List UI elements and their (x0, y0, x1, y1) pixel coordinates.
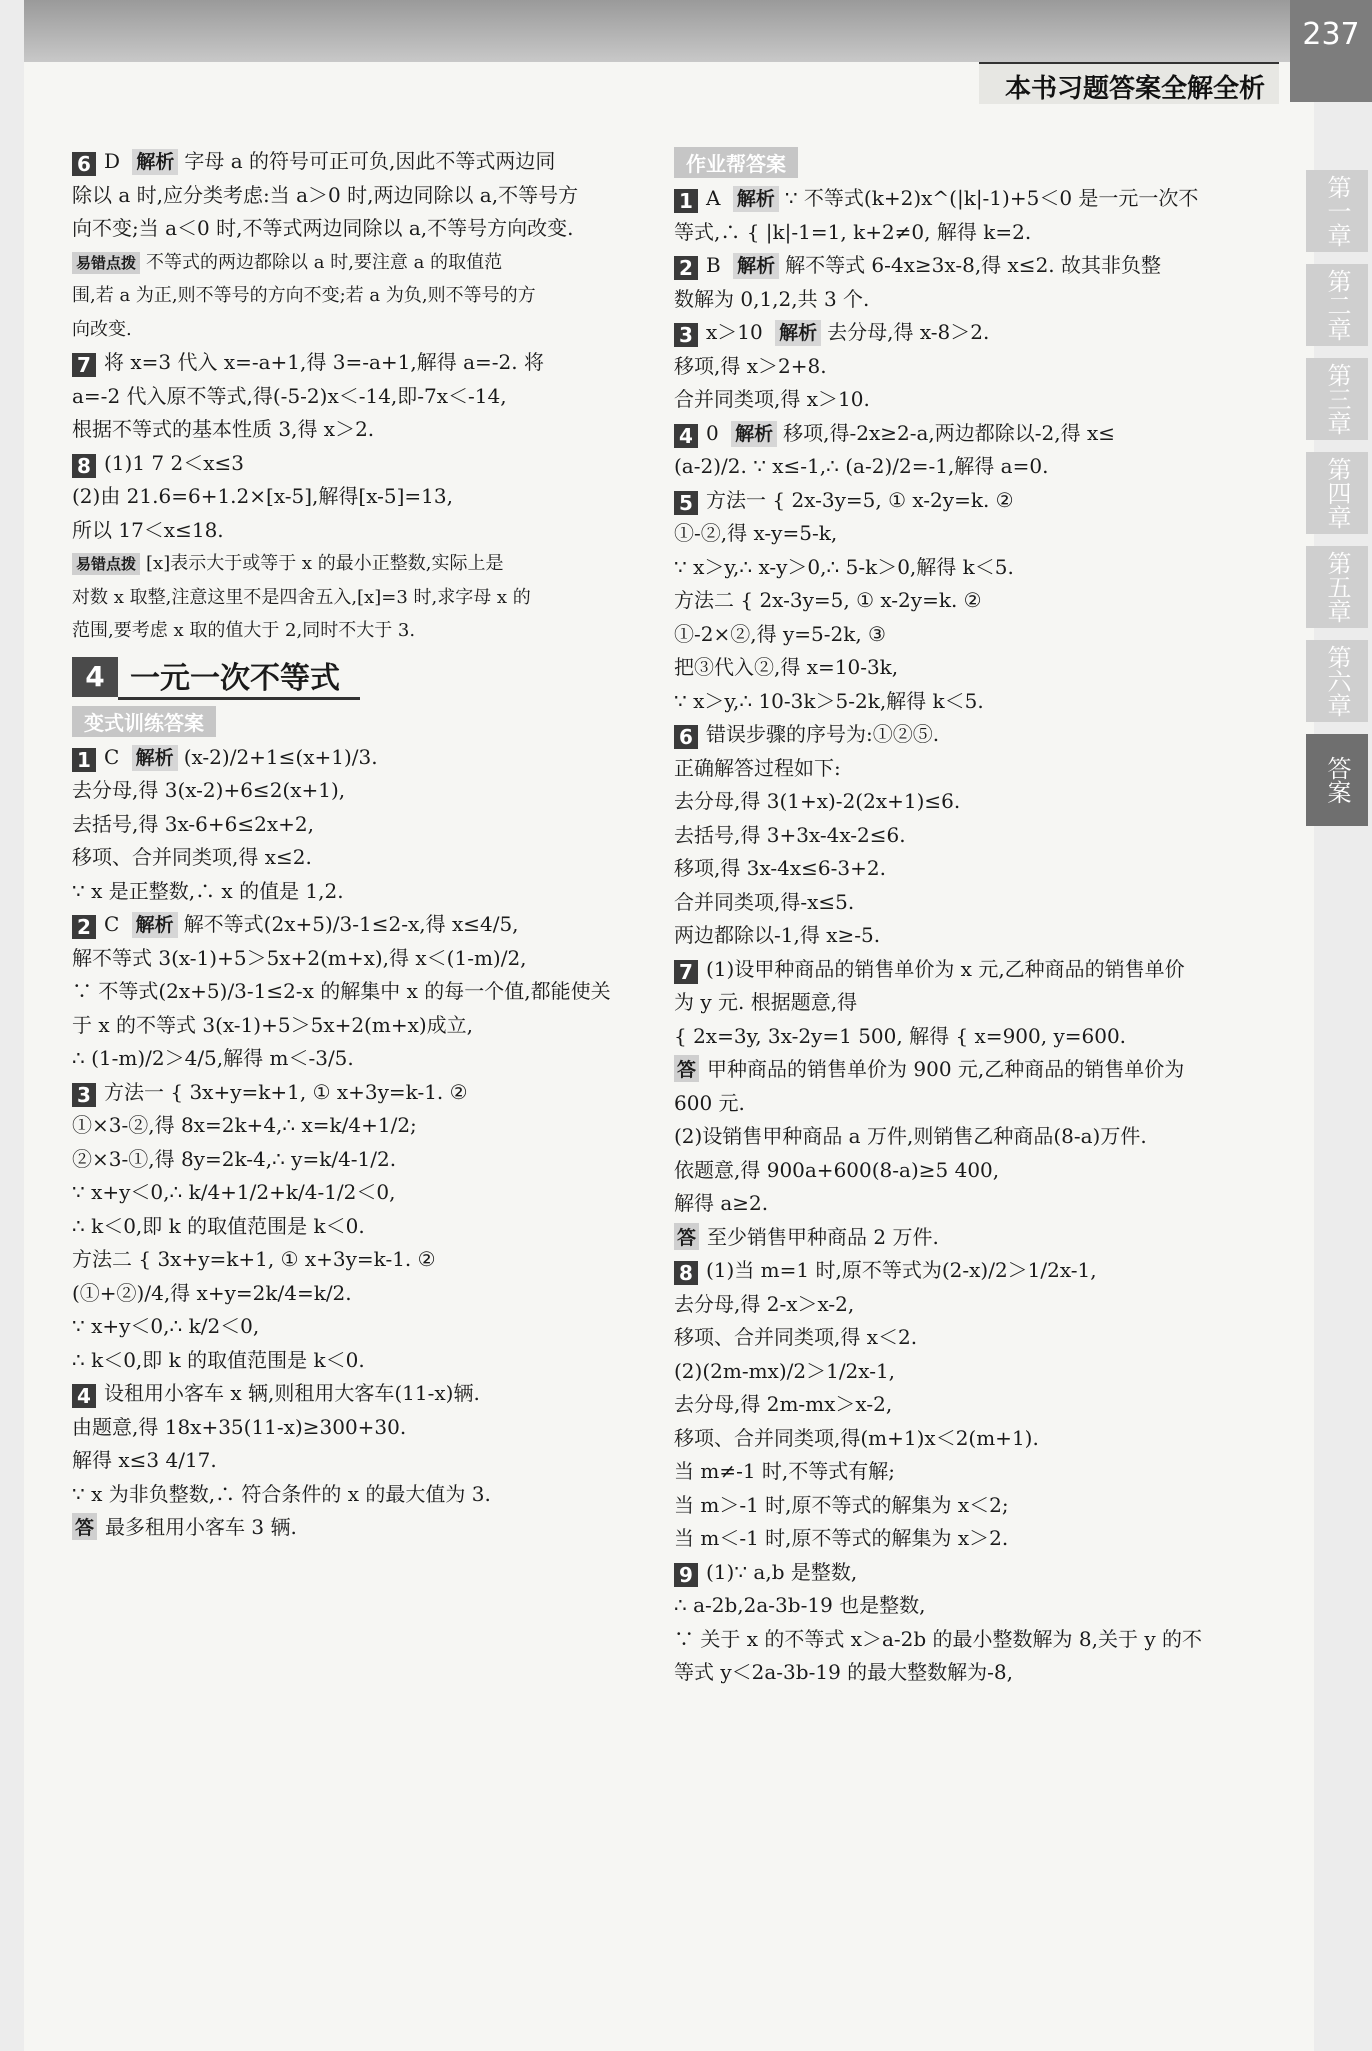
line-text: 不等式的两边都除以 a 时,要注意 a 的取值范 (146, 251, 503, 273)
text-line (674, 1288, 1254, 1322)
line-text: a=-2 代入原不等式,得(-5-2)x＜-14,即-7x＜-14, (72, 383, 507, 408)
line-text: 去分母,得 3(x-2)+6≤2(x+1), (72, 778, 346, 802)
text-line (674, 886, 1254, 920)
text-line (72, 246, 652, 280)
text-line (674, 517, 1254, 551)
analysis-tag: 解析 (132, 912, 178, 938)
line-text: (x-2)/2+1≤(x+1)/3. (183, 744, 378, 769)
analysis-tag: 解析 (132, 745, 178, 771)
text-line (72, 480, 652, 514)
line-text: 根据不等式的基本性质 3,得 x＞2. (72, 417, 375, 441)
line-text: 正确解答过程如下: (674, 755, 841, 780)
line-text: ①-②,得 x-y=5-k, (674, 521, 838, 545)
line-text: 甲种商品的销售单价为 900 元,乙种商品的销售单价为 (707, 1057, 1185, 1081)
hint-tag: 易错点拨 (72, 252, 140, 274)
text-line (674, 350, 1254, 384)
line-text: 移项、合并同类项,得(m+1)x＜2(m+1). (674, 1425, 1039, 1450)
question-number: 2 (674, 256, 698, 280)
line-text: 等式,∴ { |k|-1=1, k+2≠0, 解得 k=2. (674, 219, 1032, 244)
line-text: ∴ k＜0,即 k 的取值范围是 k＜0. (72, 1347, 365, 1372)
text-line (72, 1243, 652, 1277)
text-line (674, 484, 1254, 518)
text-line (674, 1489, 1254, 1523)
question-number: 7 (674, 960, 698, 984)
question-number: 3 (72, 1083, 96, 1107)
line-text: 方法一 { 3x+y=k+1, ① x+3y=k-1. ② (104, 1079, 468, 1104)
line-text: (a-2)/2. ∵ x≤-1,∴ (a-2)/2=-1,解得 a=0. (674, 454, 1049, 478)
text-line (72, 808, 652, 842)
text-line (674, 1556, 1254, 1590)
line-text: ①-2×②,得 y=5-2k, ③ (674, 621, 886, 646)
text-line (674, 852, 1254, 886)
text-line (674, 216, 1254, 250)
line-text: ∵ x+y＜0,∴ k/4+1/2+k/4-1/2＜0, (72, 1180, 396, 1204)
line-text: 解得 a≥2. (674, 1191, 769, 1215)
text-line (674, 1656, 1254, 1690)
line-text: 去分母,得 2m-mx＞x-2, (674, 1392, 893, 1416)
line-text: 范围,要考虑 x 取的值大于 2,同时不大于 3. (72, 620, 416, 641)
line-text: 解不等式 6-4x≥3x-8,得 x≤2. 故其非负整 (785, 253, 1162, 277)
line-text: ∵ x＞y,∴ x-y＞0,∴ 5-k＞0,解得 k＜5. (674, 554, 1014, 579)
line-text: 移项、合并同类项,得 x≤2. (72, 845, 312, 869)
line-text: 方法二 { 3x+y=k+1, ① x+3y=k-1. ② (72, 1247, 436, 1271)
text-line (72, 447, 652, 481)
question-number: 2 (72, 915, 96, 939)
text-line (72, 581, 652, 615)
text-line (72, 975, 652, 1009)
text-line (674, 1321, 1254, 1355)
text-line (674, 1623, 1254, 1657)
text-line (674, 283, 1254, 317)
answer-tag: 答 (72, 1513, 97, 1540)
line-text: 去分母,得 2-x＞x-2, (674, 1291, 855, 1316)
line-text: [x]表示大于或等于 x 的最小正整数,实际上是 (146, 553, 504, 574)
line-text: 向改变. (72, 318, 132, 340)
text-line (674, 1254, 1254, 1288)
text-line (674, 1154, 1254, 1188)
text-line (72, 212, 652, 246)
section-heading (72, 654, 652, 700)
chapter-tabs (1306, 170, 1368, 838)
text-line (72, 774, 652, 808)
text-line (72, 908, 652, 942)
text-line (674, 685, 1254, 719)
text-line (674, 1455, 1254, 1489)
line-text: 对数 x 取整,注意这里不是四舍五入,[x]=3 时,求字母 x 的 (72, 586, 531, 608)
line-text: (1)设甲种商品的销售单价为 x 元,乙种商品的销售单价 (706, 956, 1185, 981)
text-line (72, 1210, 652, 1244)
line-text: ②×3-①,得 8y=2k-4,∴ y=k/4-1/2. (72, 1146, 397, 1171)
line-text: 为 y 元. 根据题意,得 (674, 990, 858, 1014)
text-line (674, 718, 1254, 752)
text-line (674, 551, 1254, 585)
question-number: 9 (674, 1563, 698, 1587)
text-line (674, 1120, 1254, 1154)
text-line (72, 145, 652, 179)
line-text: (2)设销售甲种商品 a 万件,则销售乙种商品(8-a)万件. (674, 1124, 1147, 1148)
text-line (674, 919, 1254, 953)
question-number: 7 (72, 353, 96, 377)
line-text: ①×3-②,得 8x=2k+4,∴ x=k/4+1/2; (72, 1113, 417, 1137)
line-text: 合并同类项,得-x≤5. (674, 889, 855, 914)
line-text: ∵ x+y＜0,∴ k/2＜0, (72, 1314, 260, 1338)
top-bar (24, 0, 1294, 62)
line-text: 设租用小客车 x 辆,则租用大客车(11-x)辆. (104, 1381, 480, 1405)
text-line (72, 1310, 652, 1344)
text-line (674, 182, 1254, 216)
book-title: 本书习题答案全解全析 (1004, 74, 1265, 104)
line-text: 解不等式(2x+5)/3-1≤2-x,得 x≤4/5, (183, 912, 519, 936)
answer-tag: 答 (674, 1223, 699, 1250)
line-text: 去括号,得 3x-6+6≤2x+2, (72, 811, 314, 836)
line-text: (2)由 21.6=6+1.2×[x-5],解得[x-5]=13, (72, 484, 453, 508)
analysis-tag: 解析 (775, 320, 821, 346)
hint-tag: 易错点拨 (72, 553, 140, 575)
line-text: ∵ 不等式(k+2)x^(|k|-1)+5＜0 是一元一次不 (784, 186, 1199, 210)
question-number: 5 (674, 491, 698, 515)
section-number: 4 (72, 657, 118, 697)
text-line (72, 1511, 652, 1545)
line-text: 去括号,得 3+3x-4x-2≤6. (674, 822, 906, 847)
page-number: 237 (1290, 0, 1372, 102)
line-text: 所以 17＜x≤18. (72, 517, 224, 542)
text-line (674, 1020, 1254, 1054)
right-column (674, 145, 1254, 1690)
analysis-tag: 解析 (733, 186, 779, 212)
line-text: 解得 x≤3 4/17. (72, 1448, 217, 1472)
question-number: 8 (674, 1261, 698, 1285)
question-number: 3 (674, 323, 698, 347)
line-text: ∴ a-2b,2a-3b-19 也是整数, (674, 1593, 926, 1617)
line-text: 依题意,得 900a+600(8-a)≥5 400, (674, 1157, 1000, 1182)
text-line (72, 413, 652, 447)
text-line (674, 1087, 1254, 1121)
line-text: ∵ 不等式(2x+5)/3-1≤2-x 的解集中 x 的每一个值,都能使关 (72, 979, 611, 1003)
answer-choice: x＞10 (706, 320, 770, 344)
line-text: 方法二 { 2x-3y=5, ① x-2y=k. ② (674, 588, 982, 612)
line-text: 移项,得-2x≥2-a,两边都除以-2,得 x≤ (783, 420, 1115, 445)
line-text: (1)1 7 2＜x≤3 (104, 450, 244, 475)
text-line (674, 953, 1254, 987)
text-line (674, 986, 1254, 1020)
subsection-heading: 作业帮答案 (674, 147, 798, 178)
text-line (72, 1277, 652, 1311)
text-line (72, 1344, 652, 1378)
line-text: 向不变;当 a＜0 时,不等式两边同除以 a,不等号方向改变. (72, 216, 574, 240)
text-line (674, 1522, 1254, 1556)
left-column (72, 145, 652, 1545)
text-line (72, 614, 652, 648)
text-line (72, 1478, 652, 1512)
text-line (72, 346, 652, 380)
line-text: 由题意,得 18x+35(11-x)≥300+30. (72, 1414, 407, 1439)
chapter-tab[interactable]: 第四章 (1306, 452, 1368, 534)
text-line (72, 380, 652, 414)
line-text: 当 m＞-1 时,原不等式的解集为 x＜2; (674, 1492, 1009, 1517)
text-line (674, 383, 1254, 417)
answer-choice: C (104, 744, 126, 769)
header-band (979, 62, 1279, 104)
text-line (674, 752, 1254, 786)
text-line (72, 1444, 652, 1478)
line-text: (2)(2m-mx)/2＞1/2x-1, (674, 1358, 896, 1383)
line-text: 把③代入②,得 x=10-3k, (674, 655, 899, 679)
line-text: 将 x=3 代入 x=-a+1,得 3=-a+1,解得 a=-2. 将 (104, 350, 544, 374)
text-line (674, 618, 1254, 652)
line-text: 至少销售甲种商品 2 万件. (707, 1224, 939, 1249)
line-text: 600 元. (674, 1090, 745, 1115)
text-line (674, 651, 1254, 685)
analysis-tag: 解析 (731, 421, 777, 447)
text-line (674, 316, 1254, 350)
text-line (72, 1176, 652, 1210)
line-text: ∵ x 是正整数,∴ x 的值是 1,2. (72, 878, 344, 903)
line-text: (1)∵ a,b 是整数, (706, 1559, 858, 1584)
text-line (674, 819, 1254, 853)
text-line (674, 1589, 1254, 1623)
subsection-heading: 变式训练答案 (72, 706, 216, 737)
line-text: 方法一 { 2x-3y=5, ① x-2y=k. ② (706, 487, 1014, 512)
analysis-tag: 解析 (733, 253, 779, 279)
text-line (674, 584, 1254, 618)
text-line (72, 1009, 652, 1043)
question-number: 1 (674, 189, 698, 213)
line-text: 最多租用小客车 3 辆. (105, 1515, 297, 1539)
chapter-tab[interactable]: 第五章 (1306, 546, 1368, 628)
line-text: 围,若 a 为正,则不等号的方向不变;若 a 为负,则不等号的方 (72, 285, 536, 306)
text-line (72, 1042, 652, 1076)
line-text: 去分母,得 x-8＞2. (827, 320, 990, 344)
text-line (674, 1388, 1254, 1422)
answer-choice: B (706, 253, 728, 277)
text-line (674, 1187, 1254, 1221)
chapter-tab[interactable]: 第六章 (1306, 640, 1368, 722)
text-line (72, 841, 652, 875)
answer-choice: C (104, 912, 126, 936)
answer-choice: A (706, 186, 727, 210)
text-line (72, 279, 652, 313)
answer-choice: 0 (706, 420, 726, 445)
text-line (674, 785, 1254, 819)
line-text: 于 x 的不等式 3(x-1)+5＞5x+2(m+x)成立, (72, 1012, 474, 1037)
line-text: 数解为 0,1,2,共 3 个. (674, 286, 870, 311)
text-line (72, 1076, 652, 1110)
answer-tag: 答 (674, 1055, 699, 1082)
line-text: 除以 a 时,应分类考虑:当 a＞0 时,两边同除以 a,不等号方 (72, 182, 579, 207)
line-text: 当 m＜-1 时,原不等式的解集为 x＞2. (674, 1526, 1009, 1550)
answer-choice: D (104, 149, 127, 173)
line-text: { 2x=3y, 3x-2y=1 500, 解得 { x=900, y=600. (674, 1023, 1127, 1048)
text-line (674, 1053, 1254, 1087)
text-line (72, 547, 652, 581)
chapter-tab[interactable]: 第二章 (1306, 264, 1368, 346)
text-line (72, 741, 652, 775)
question-number: 4 (674, 424, 698, 448)
text-line (674, 450, 1254, 484)
text-line (72, 1109, 652, 1143)
line-text: ∴ (1-m)/2＞4/5,解得 m＜-3/5. (72, 1046, 354, 1070)
line-text: (①+②)/4,得 x+y=2k/4=k/2. (72, 1280, 352, 1305)
line-text: 移项,得 x＞2+8. (674, 353, 827, 378)
text-line (674, 417, 1254, 451)
line-text: ∵ 关于 x 的不等式 x＞a-2b 的最小整数解为 8,关于 y 的不 (674, 1626, 1203, 1651)
text-line (72, 313, 652, 347)
line-text: 等式 y＜2a-3b-19 的最大整数解为-8, (674, 1660, 1013, 1684)
line-text: ∵ x 为非负整数,∴ 符合条件的 x 的最大值为 3. (72, 1481, 491, 1506)
line-text: 解不等式 3(x-1)+5＞5x+2(m+x),得 x＜(1-m)/2, (72, 945, 527, 970)
analysis-tag: 解析 (132, 149, 178, 175)
section-title: 一元一次不等式 (118, 653, 360, 700)
text-line (72, 179, 652, 213)
question-number: 1 (72, 748, 96, 772)
chapter-tab[interactable]: 答案 (1306, 734, 1368, 826)
text-line (674, 1355, 1254, 1389)
question-number: 8 (72, 454, 96, 478)
text-line (72, 514, 652, 548)
line-text: 移项,得 3x-4x≤6-3+2. (674, 856, 886, 880)
line-text: 去分母,得 3(1+x)-2(2x+1)≤6. (674, 789, 961, 813)
line-text: 两边都除以-1,得 x≥-5. (674, 923, 881, 947)
text-line (72, 942, 652, 976)
line-text: ∴ k＜0,即 k 的取值范围是 k＜0. (72, 1213, 365, 1238)
chapter-tab[interactable]: 第一章 (1306, 170, 1368, 252)
text-line (72, 1143, 652, 1177)
text-line (72, 875, 652, 909)
text-line (72, 1411, 652, 1445)
chapter-tab[interactable]: 第三章 (1306, 358, 1368, 440)
question-number: 4 (72, 1384, 96, 1408)
text-line (674, 249, 1254, 283)
text-line (72, 1377, 652, 1411)
line-text: 当 m≠-1 时,不等式有解; (674, 1459, 896, 1483)
text-line (674, 1422, 1254, 1456)
question-number: 6 (72, 152, 96, 176)
line-text: 移项、合并同类项,得 x＜2. (674, 1325, 918, 1349)
line-text: 字母 a 的符号可正可负,因此不等式两边同 (184, 149, 556, 173)
question-number: 6 (674, 725, 698, 749)
line-text: ∵ x＞y,∴ 10-3k＞5-2k,解得 k＜5. (674, 688, 984, 713)
line-text: (1)当 m=1 时,原不等式为(2-x)/2＞1/2x-1, (706, 1258, 1097, 1282)
text-line (674, 1221, 1254, 1255)
line-text: 合并同类项,得 x＞10. (674, 387, 870, 411)
line-text: 错误步骤的序号为:①②⑤. (706, 722, 940, 746)
